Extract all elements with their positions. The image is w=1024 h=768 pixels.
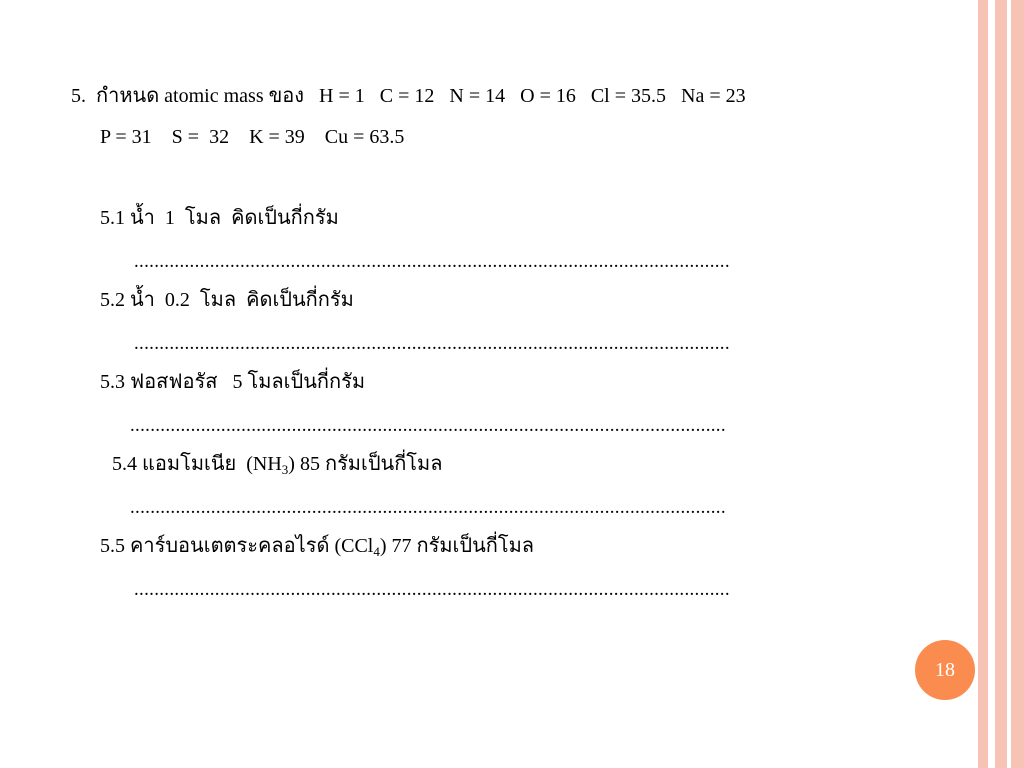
page-number-badge: 18 <box>915 640 975 700</box>
item-5-4-text <box>112 452 443 476</box>
item-5-4-subscript: 3 <box>281 462 289 477</box>
item-5-4-text-after: ) 85 กรัมเป็นกี่โมล <box>288 453 443 475</box>
item-5-4-answer-line: ...................................................................................................................... <box>130 498 726 518</box>
item-5-1-answer-line: ...................................................................................................................... <box>134 252 730 272</box>
item-5-5-text <box>100 534 534 558</box>
item-5-3-answer-line: ...................................................................................................................... <box>130 416 726 436</box>
question-header: 5. กำหนด atomic mass ของ H = 1 C = 12 N = 14 O = 16 Cl = 35.5 Na = 23 <box>71 85 746 107</box>
question-atomic-masses: P = 31 S = 32 K = 39 Cu = 63.5 <box>100 126 405 148</box>
decorative-stripe <box>988 0 995 768</box>
item-5-4-text-before: 5.4 แอมโมเนีย (NH <box>112 453 282 475</box>
item-5-2-text: 5.2 น้ำ 0.2 โมล คิดเป็นกี่กรัม <box>100 289 354 311</box>
item-5-5-text-before: 5.5 คาร์บอนเตตระคลอไรด์ (CCl <box>100 535 374 557</box>
decorative-stripe <box>1011 0 1024 768</box>
item-5-5-text-after: ) 77 กรัมเป็นกี่โมล <box>379 535 535 557</box>
item-5-1-text: 5.1 น้ำ 1 โมล คิดเป็นกี่กรัม <box>100 207 339 229</box>
item-5-3-text: 5.3 ฟอสฟอรัส 5 โมลเป็นกี่กรัม <box>100 371 366 393</box>
item-5-5-answer-line: ...................................................................................................................... <box>134 580 730 600</box>
decorative-stripe <box>995 0 1007 768</box>
item-5-5-subscript: 4 <box>373 544 380 559</box>
item-5-2-answer-line: ...................................................................................................................... <box>134 334 730 354</box>
decorative-stripe <box>978 0 988 768</box>
